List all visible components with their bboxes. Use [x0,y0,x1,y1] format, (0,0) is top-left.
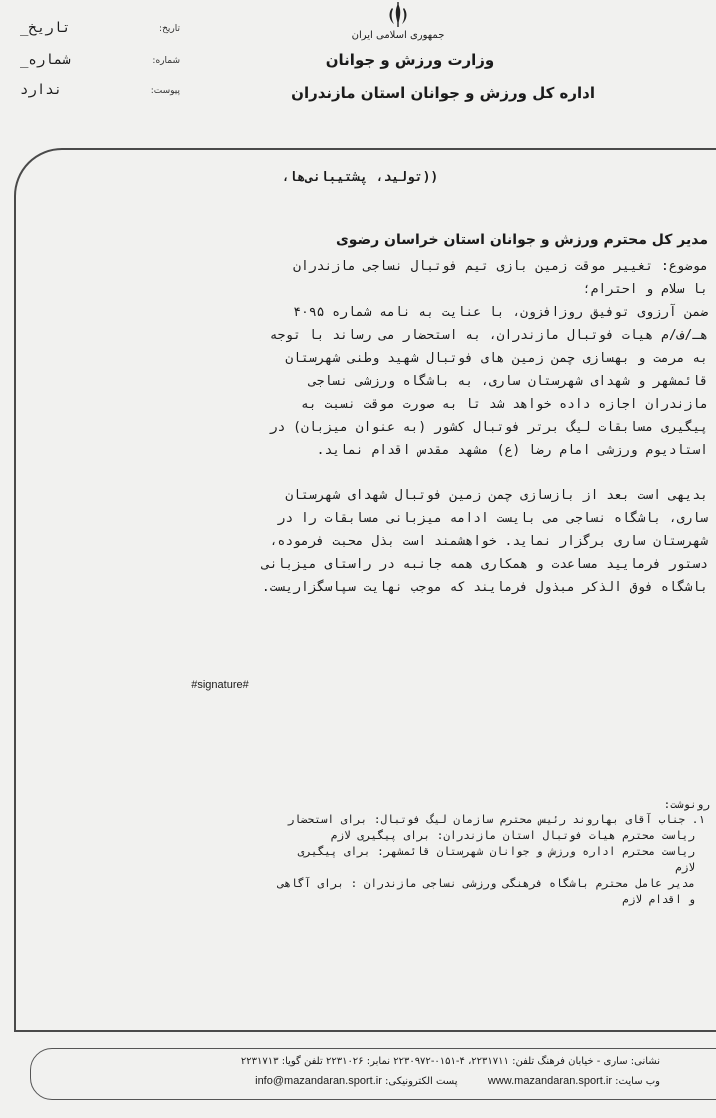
cc-line: و اقدام لازم [622,893,695,906]
greeting-line: با سلام و احترام؛ [582,282,708,297]
email-link[interactable]: info@mazandaran.sport.ir [255,1075,382,1087]
cc-title: رونوشت: [663,798,710,811]
cc-line: مدیر عامل محترم باشگاه فرهنگی ورزشی نساجی مازندران : برای آگاهی [277,877,695,890]
paragraph2-line: باشگاه فوق الذکر مبذول فرمایند که موجب نهایت سپاسگزاریست. [261,580,708,595]
date-label: تاریخ: [159,24,180,34]
attachment-label: پیوست: [150,86,180,96]
cc-line: ریاست محترم هیات فوتبال استان مازندران: برای پیگیری لازم [330,829,695,842]
paragraph1-line: قائمشهر و شهدای شهرستان ساری، به باشگاه ورزشی نساجی [308,374,708,389]
number-label: شماره: [152,56,180,66]
signature-placeholder: #signature# [191,679,249,691]
paragraph1-line: استادیوم ورزشی امام رضا (ع) مشهد مقدس اقدام نماید. [316,443,708,458]
email-label: پست الکترونیکی: [385,1076,458,1087]
government-name: جمهوری اسلامی ایران [351,30,445,41]
paragraph1-line: ضمن آرزوی توفیق روزافزون، با عنایت به نامه شماره ۴۰۹۵ [293,305,708,320]
paragraph2-line: بدیهی است بعد از بازسازی چمن زمین فوتبال شهدای شهرستان [285,488,708,503]
cc-line: ریاست محترم اداره ورزش و جوانان شهرستان قائمشهر: برای پیگیری [297,845,695,858]
paragraph2-line: دستور فرمایید مساعدت و همکاری همه جانبه در راستای میزبانی [261,557,708,572]
cc-line: ۱. جناب آقای بهاروند رئیس محترم سازمان لیگ فوتبال: برای استحضار [287,813,705,826]
slogan: ((تولید، پشتیبانی‌ها، [281,170,439,185]
paragraph1-line: به مرمت و بهسازی چمن زمین های فوتبال شهید وطنی شهرستان [285,351,708,366]
footer-address: نشانی: ساری - خیابان فرهنگ تلفن: ۲۲۳۱۷۱۱، ۴-۰۱۵۱-۲۲۳۰۹۷۲ نمابر: ۲۲۳۱۰۲۶ تلفن گویا: ۲۲۳۱۷۱۳ [240,1056,660,1067]
iran-emblem-icon [378,2,418,28]
date-value: تاریخ_ [20,20,71,36]
date-field [20,20,180,40]
paragraph2-line: ساری، باشگاه نساجی می بایست ادامه میزبانی مسابقات را در [277,511,708,526]
paragraph1-line: مازندران اجازه داده خواهد شد تا به صورت موقت نسبت به [301,397,708,412]
cc-line: لازم [675,861,695,874]
attachment-value: ندارد [20,82,63,98]
number-field [20,52,180,72]
paragraph1-line: پیگیری مسابقات لیگ برتر فوتبال کشور (به عنوان میزبان) در [269,420,708,435]
paragraph1-line: هـ/ف/م هیات فوتبال مازندران، به استحضار می رساند با توجه [269,328,708,343]
number-value: شماره_ [20,52,71,68]
website-link[interactable]: www.mazandaran.sport.ir [487,1075,612,1087]
paragraph2-line: شهرستان ساری برگزار نماید. خواهشمند است بذل محبت فرموده، [269,534,708,549]
attachment-field [20,82,180,102]
website-label: وب سایت: [615,1076,660,1087]
ministry-name: وزارت ورزش و جوانان [325,51,495,69]
subject-line: موضوع: تغییر موقت زمین بازی تیم فوتبال نساجی مازندران [293,259,708,274]
footer-contact-row [50,1075,660,1087]
directorate-name: اداره کل ورزش و جوانان استان مازندران [291,84,595,102]
recipient: مدیر کل محترم ورزش و جوانان استان خراسان رضوی [335,232,708,248]
